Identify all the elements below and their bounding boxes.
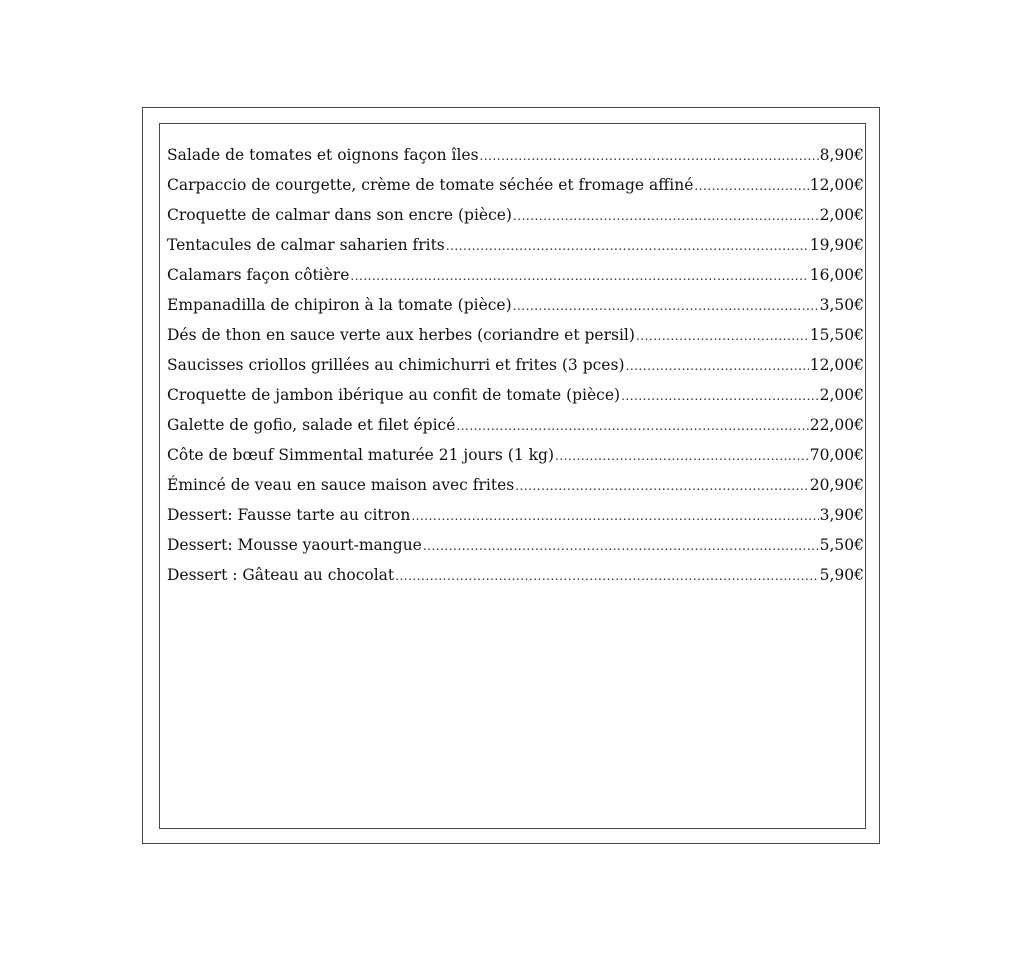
dot-leader bbox=[513, 291, 819, 320]
item-price: 5,50€ bbox=[819, 536, 864, 554]
menu-item bbox=[167, 530, 864, 560]
dot-leader bbox=[694, 171, 808, 200]
item-name: Galette de gofio, salade et filet épicé bbox=[167, 416, 456, 434]
dot-leader bbox=[636, 321, 809, 350]
item-name: Côte de bœuf Simmental maturée 21 jours (1 kg) bbox=[167, 446, 555, 464]
menu-item bbox=[167, 440, 864, 470]
item-name: Croquette de jambon ibérique au confit de tomate (pièce) bbox=[167, 386, 621, 404]
item-price: 5,90€ bbox=[819, 566, 864, 584]
dot-leader bbox=[456, 411, 808, 440]
menu-item bbox=[167, 560, 864, 590]
menu-item bbox=[167, 380, 864, 410]
item-price: 2,00€ bbox=[819, 206, 864, 224]
dot-leader bbox=[411, 501, 818, 530]
item-name: Dessert: Fausse tarte au citron bbox=[167, 506, 411, 524]
item-price: 70,00€ bbox=[809, 446, 864, 464]
menu-item bbox=[167, 350, 864, 380]
dot-leader bbox=[621, 381, 819, 410]
item-name: Dés de thon en sauce verte aux herbes (coriandre et persil) bbox=[167, 326, 635, 344]
menu-item bbox=[167, 170, 864, 200]
menu-item bbox=[167, 470, 864, 500]
dot-leader bbox=[513, 201, 819, 230]
item-price: 12,00€ bbox=[809, 176, 864, 194]
menu-item bbox=[167, 140, 864, 170]
item-price: 3,50€ bbox=[819, 296, 864, 314]
item-name: Croquette de calmar dans son encre (pièce) bbox=[167, 206, 512, 224]
item-price: 2,00€ bbox=[819, 386, 864, 404]
dot-leader bbox=[555, 441, 809, 470]
item-price: 22,00€ bbox=[809, 416, 864, 434]
dot-leader bbox=[626, 351, 809, 380]
dot-leader bbox=[423, 531, 819, 560]
item-price: 16,00€ bbox=[809, 266, 864, 284]
menu-item bbox=[167, 230, 864, 260]
dot-leader bbox=[515, 471, 809, 500]
menu-item bbox=[167, 290, 864, 320]
item-price: 8,90€ bbox=[819, 146, 864, 164]
item-name: Salade de tomates et oignons façon îles bbox=[167, 146, 479, 164]
item-price: 3,90€ bbox=[819, 506, 864, 524]
item-price: 15,50€ bbox=[809, 326, 864, 344]
item-name: Empanadilla de chipiron à la tomate (pièce) bbox=[167, 296, 512, 314]
menu-item bbox=[167, 410, 864, 440]
item-name: Dessert : Gâteau au chocolat bbox=[167, 566, 395, 584]
item-name: Dessert: Mousse yaourt-mangue bbox=[167, 536, 422, 554]
menu-item bbox=[167, 200, 864, 230]
item-price: 20,90€ bbox=[809, 476, 864, 494]
menu-list bbox=[167, 140, 864, 590]
item-price: 12,00€ bbox=[809, 356, 864, 374]
item-name: Tentacules de calmar saharien frits bbox=[167, 236, 445, 254]
item-name: Carpaccio de courgette, crème de tomate séchée et fromage affiné bbox=[167, 176, 694, 194]
menu-item bbox=[167, 320, 864, 350]
dot-leader bbox=[350, 261, 808, 290]
menu-item bbox=[167, 500, 864, 530]
menu-item bbox=[167, 260, 864, 290]
item-name: Émincé de veau en sauce maison avec frites bbox=[167, 476, 515, 494]
dot-leader bbox=[446, 231, 809, 260]
dot-leader bbox=[480, 141, 819, 170]
dot-leader bbox=[395, 561, 818, 590]
item-price: 19,90€ bbox=[809, 236, 864, 254]
item-name: Saucisses criollos grillées au chimichurri et frites (3 pces) bbox=[167, 356, 625, 374]
item-name: Calamars façon côtière bbox=[167, 266, 350, 284]
